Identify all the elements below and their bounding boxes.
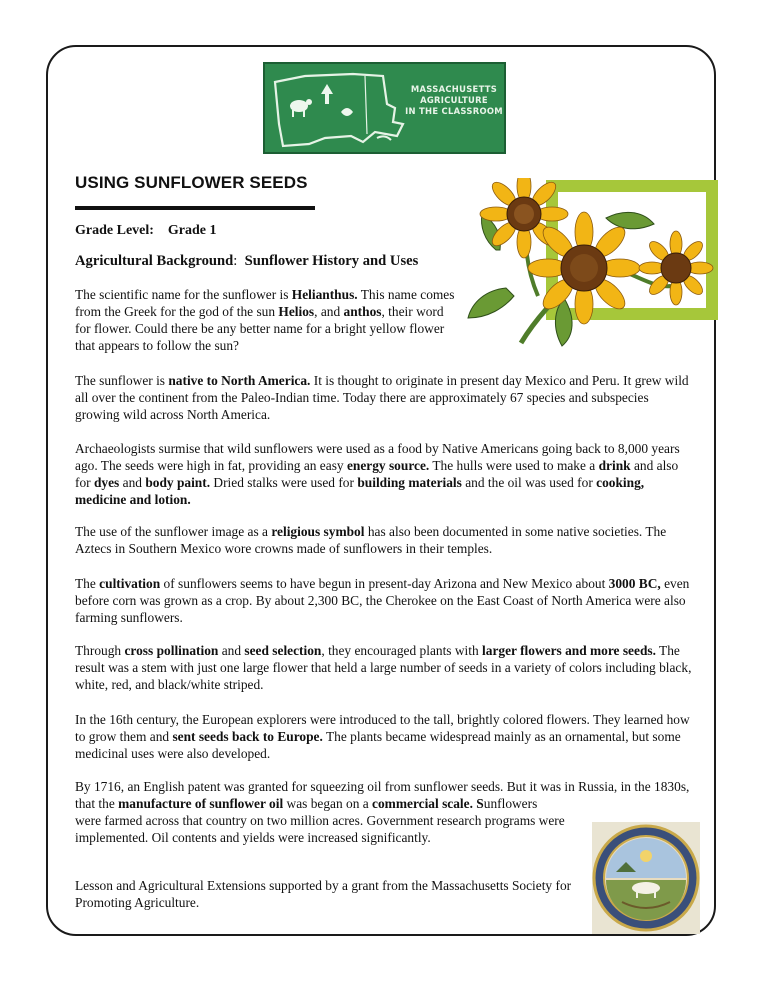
title-underline: [75, 206, 315, 210]
logo-line-3: IN THE CLASSROOM: [405, 106, 503, 116]
sunflower-illustration-icon: [466, 178, 718, 348]
paragraph-russia: By 1716, an English patent was granted for squeezing oil from sunflower seeds. But it was in Russia, in the 1830s, that the manufacture of sunflower oil was began on a commercial scale. Sunflowers were farmed across that country on two million acres. Government research programs were implemented. Oil contents and yields were increased significantly.: [75, 779, 690, 845]
paragraph-selection: Through cross pollination and seed selection, they encouraged plants with larger flowers and more seeds. The result was a stem with just one large flower that held a large number of seeds in a variety of colors including black, white, red, and black/white striped.: [75, 643, 692, 692]
grade-level: [75, 223, 217, 239]
logo-line-1: MASSACHUSETTS: [410, 84, 498, 94]
background-topic: Sunflower History and Uses: [244, 253, 419, 269]
background-label: Agricultural Background: [75, 253, 234, 269]
paragraph-europe: In the 16th century, the European explorers were introduced to the tall, brightly colored flowers. They learned how to grow them and sent seeds back to Europe. The plants became widespread mainly as an ornamental, but some medicinal uses were also developed.: [75, 712, 690, 761]
paragraph-religious-symbol: The use of the sunflower image as a religious symbol has also been documented in some native societies. The Aztecs in Southern Mexico wore crowns made of sunflowers in their temples.: [75, 524, 667, 556]
grant-acknowledgement: Lesson and Agricultural Extensions supported by a grant from the Massachusetts Society for Promoting Agriculture.: [75, 878, 572, 910]
society-seal-icon: [592, 822, 700, 934]
paragraph-cultivation: The cultivation of sunflowers seems to have begun in present-day Arizona and New Mexico about 3000 BC, even before corn was grown as a crop. By about 2,300 BC, the Cherokee on the East Coast of North America were also farming sunflowers.: [75, 576, 690, 625]
maitc-logo: [263, 62, 506, 154]
agricultural-background-heading: [75, 253, 418, 270]
logo-line-2: AGRICULTURE: [420, 95, 488, 105]
paragraph-archaeology: Archaeologists surmise that wild sunflowers were used as a food by Native Americans going back to 8,000 years ago. The seeds were high in fat, providing an easy energy source. The hulls were used to make a drink and also for dyes and body paint. Dried stalks were used for building materials and the oil was used for cooking, medicine and lotion.: [75, 441, 680, 507]
grade-label: Grade Level:: [75, 223, 154, 238]
paragraph-native: The sunflower is native to North America. It is thought to originate in present day Mexico and Peru. It grew wild all over the continent from the Paleo-Indian time. Today there are approximately 67 species and subspecies growing wild across North America.: [75, 373, 689, 422]
grade-value: Grade 1: [167, 223, 217, 238]
paragraph-scientific-name: The scientific name for the sunflower is Helianthus. This name comes from the Greek for the god of the sun Helios, and anthos, their word for flower. Could there be any better name for a bright yellow flower that appears to follow the sun?: [75, 287, 455, 353]
background-separator: :: [233, 253, 238, 269]
page-title: USING SUNFLOWER SEEDS: [75, 173, 308, 192]
